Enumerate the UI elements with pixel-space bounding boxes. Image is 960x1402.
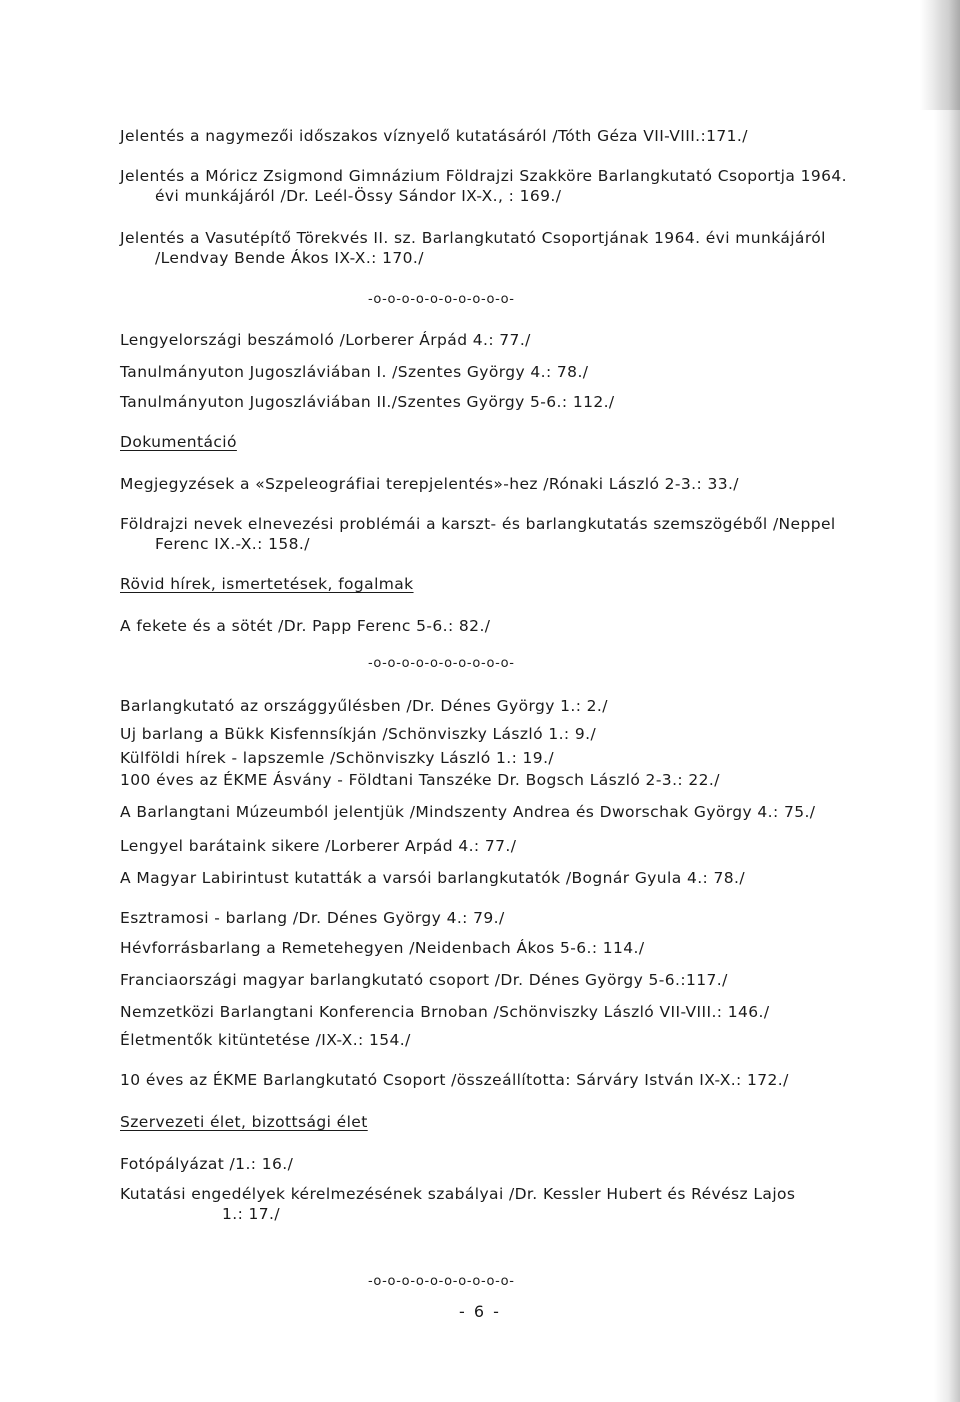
entry-line: Jelentés a nagymezői időszakos víznyelő kutatásáról /Tóth Géza VII-VIII.:171./: [120, 127, 748, 145]
section-heading: Dokumentáció: [120, 433, 237, 451]
entry-line: Esztramosi - barlang /Dr. Dénes György 4.: 79./: [120, 909, 505, 927]
entry-line: Kutatási engedélyek kérelmezésének szabályai /Dr. Kessler Hubert és Révész Lajos: [120, 1185, 796, 1203]
entry-line-continuation: Ferenc IX.-X.: 158./: [155, 535, 310, 553]
entry-line: Franciaországi magyar barlangkutató csoport /Dr. Dénes György 5-6.:117./: [120, 971, 728, 989]
entry-line: Tanulmányuton Jugoszláviában I. /Szentes György 4.: 78./: [120, 363, 589, 381]
entry-line: Megjegyzések a «Szpeleográfiai terepjelentés»-hez /Rónaki László 2-3.: 33./: [120, 475, 739, 493]
separator: -o-o-o-o-o-o-o-o-o-o-: [368, 656, 515, 671]
entry-line: Nemzetközi Barlangtani Konferencia Brnoban /Schönviszky László VII-VIII.: 146./: [120, 1003, 770, 1021]
entry-line: A Magyar Labirintust kutatták a varsói barlangkutatók /Bognár Gyula 4.: 78./: [120, 869, 745, 887]
entry-line: Barlangkutató az országgyűlésben /Dr. Dénes György 1.: 2./: [120, 697, 608, 715]
entry-line: Életmentők kitüntetése /IX-X.: 154./: [120, 1031, 411, 1049]
entry-line-continuation: évi munkájáról /Dr. Leél-Össy Sándor IX-X., : 169./: [155, 187, 562, 205]
entry-line: Jelentés a Móricz Zsigmond Gimnázium Földrajzi Szakköre Barlangkutató Csoportja 1964.: [120, 167, 847, 185]
entry-line: Hévforrásbarlang a Remetehegyen /Neidenbach Ákos 5-6.: 114./: [120, 939, 645, 957]
entry-line-continuation: /Lendvay Bende Ákos IX-X.: 170./: [155, 249, 424, 267]
page-number: - 6 -: [459, 1302, 501, 1321]
entry-line: A fekete és a sötét /Dr. Papp Ferenc 5-6.: 82./: [120, 617, 491, 635]
entry-line: 10 éves az ÉKME Barlangkutató Csoport /összeállította: Sárváry István IX-X.: 172./: [120, 1071, 789, 1089]
section-heading: Rövid hírek, ismertetések, fogalmak: [120, 575, 414, 593]
entry-line-continuation: 1.: 17./: [222, 1205, 281, 1223]
entry-line: Uj barlang a Bükk Kisfennsíkján /Schönviszky László 1.: 9./: [120, 725, 597, 743]
section-heading: Szervezeti élet, bizottsági élet: [120, 1113, 368, 1131]
separator: -o-o-o-o-o-o-o-o-o-o-: [368, 1274, 515, 1289]
entry-line: Fotópályázat /1.: 16./: [120, 1155, 294, 1173]
entry-line: Tanulmányuton Jugoszláviában II./Szentes György 5-6.: 112./: [120, 393, 615, 411]
entry-line: Lengyelországi beszámoló /Lorberer Árpád 4.: 77./: [120, 331, 531, 349]
scan-shadow-edge: [934, 0, 960, 1402]
entry-line: Jelentés a Vasutépítő Törekvés II. sz. Barlangkutató Csoportjának 1964. évi munkájáról: [120, 229, 826, 247]
entry-line: Külföldi hírek - lapszemle /Schönviszky László 1.: 19./: [120, 749, 555, 767]
entry-line: 100 éves az ÉKME Ásvány - Földtani Tanszéke Dr. Bogsch László 2-3.: 22./: [120, 771, 720, 789]
separator: -o-o-o-o-o-o-o-o-o-o-: [368, 292, 515, 307]
entry-line: Lengyel barátaink sikere /Lorberer Arpád 4.: 77./: [120, 837, 517, 855]
entry-line: Földrajzi nevek elnevezési problémái a karszt- és barlangkutatás szemszögéből /Neppel: [120, 515, 836, 533]
entry-line: A Barlangtani Múzeumból jelentjük /Mindszenty Andrea és Dworschak György 4.: 75./: [120, 803, 816, 821]
